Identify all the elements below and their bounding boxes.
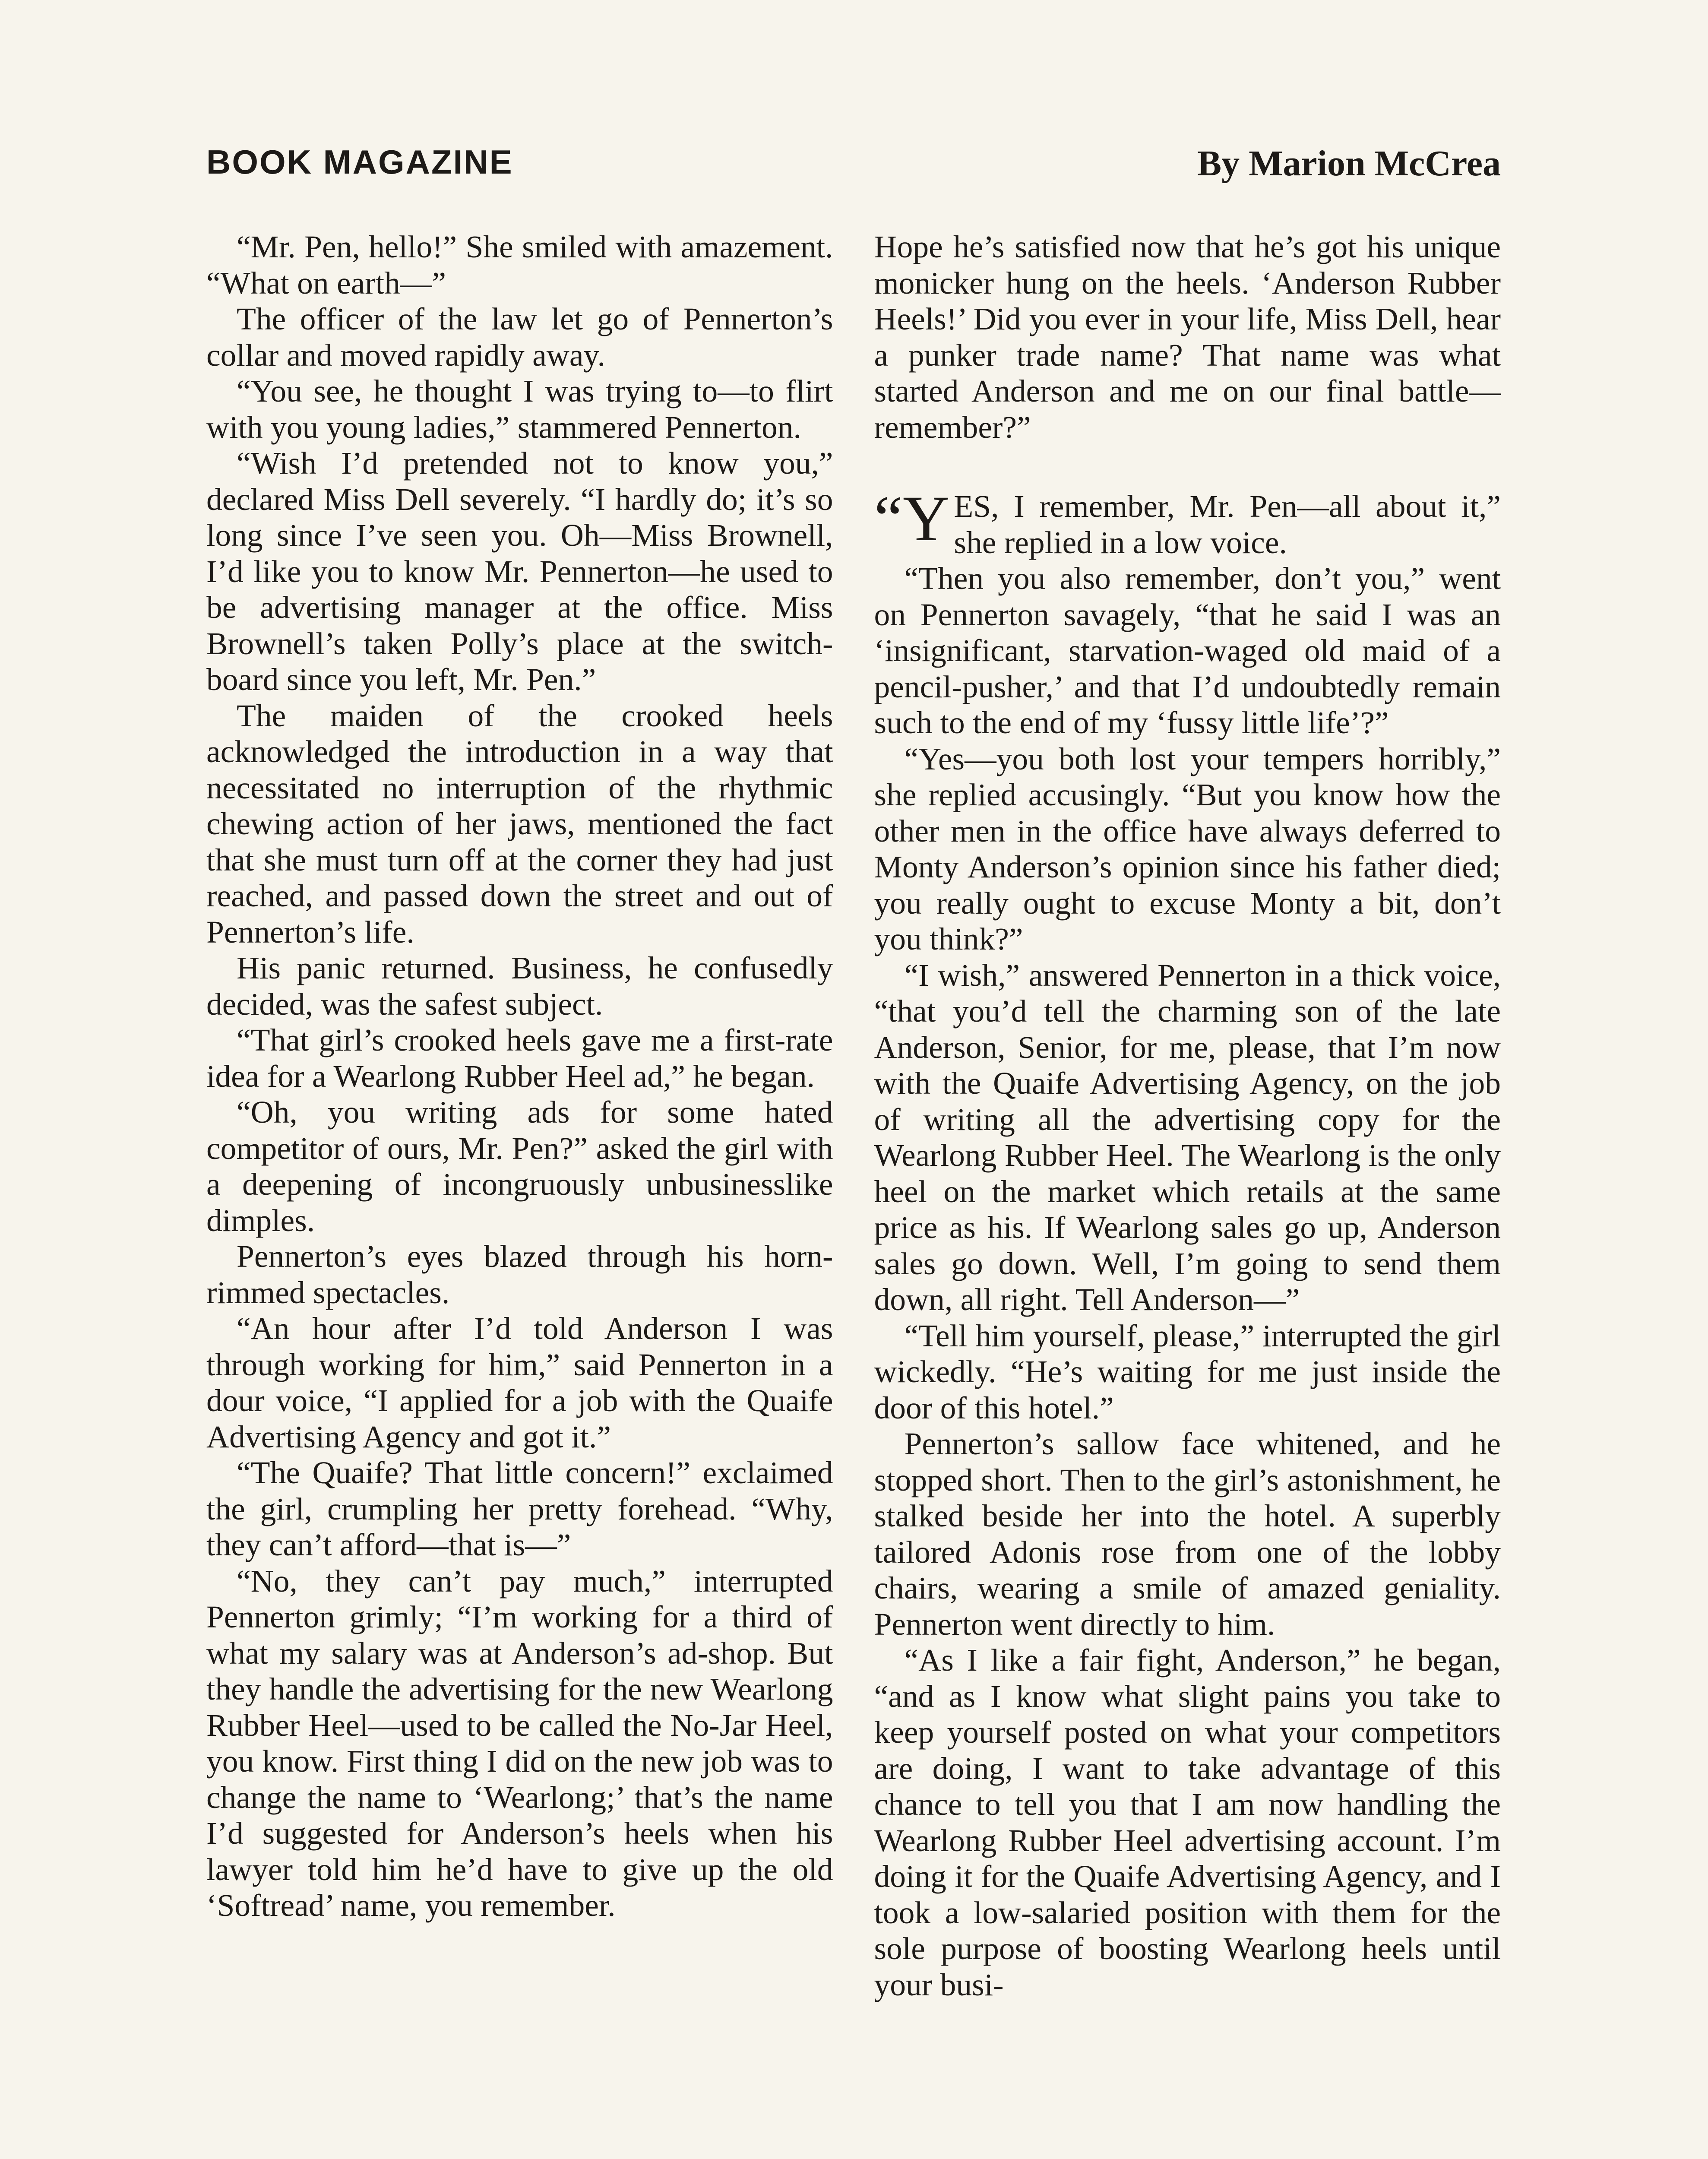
dropcap-paragraph <box>874 483 1501 560</box>
paragraph: The officer of the law let go of Pennerton’s collar and moved rapidly away. <box>206 301 833 373</box>
text-columns <box>206 229 1501 2159</box>
paragraph: “I wish,” answered Pennerton in a thick voice, “that you’d tell the charming son of the late Anderson, Senior, for me, please, that I’m now with the Quaife Advertising Agency, on the job of writing all the advertising copy for the Wearlong Rubber Heel. The Wearlong is the only heel on the market which retails at the same price as his. If Wearlong sales go up, Anderson sales go down. Well, I’m going to send them down, all right. Tell Anderson—” <box>874 957 1501 1317</box>
paragraph: “Then you also remember, don’t you,” went on Pennerton savagely, “that he said I was an ‘insignificant, starvation-waged old maid of a pencil-pusher,’ and that I’d undoubtedly remain such to the end of my ‘fussy little life’?” <box>874 561 1501 740</box>
paragraph: “You see, he thought I was trying to—to flirt with you young ladies,” stammered Pennerton. <box>206 374 833 445</box>
paragraph: Pennerton’s sallow face whitened, and he stopped short. Then to the girl’s astonishment, he stalked beside her into the hotel. A superbly tailored Adonis rose from one of the lobby chairs, wearing a smile of amazed geniality. Pennerton went directly to him. <box>874 1426 1501 1642</box>
paragraph: “That girl’s crooked heels gave me a first-rate idea for a Wearlong Rubber Heel ad,” he began. <box>206 1023 833 1094</box>
paragraph: “As I like a fair fight, Anderson,” he began, “and as I know what slight pains you take to keep yourself posted on what your competitors are doing, I want to take advantage of this chance to tell you that I am now handling the Wearlong Rubber Heel advertising account. I’m doing it for the Quaife Advertising Agency, and I took a low-salaried position with them for the sole purpose of boosting Wearlong heels until your busi- <box>874 1643 1501 2002</box>
paragraph: Pennerton’s eyes blazed through his horn-rimmed spectacles. <box>206 1239 833 1310</box>
dropcap-rest: ES, I remember, Mr. Pen—all about it,” she replied in a low voice. <box>954 489 1501 560</box>
paragraph: “Tell him yourself, please,” interrupted the girl wickedly. “He’s waiting for me just inside the door of this hotel.” <box>874 1318 1501 1425</box>
paragraph: “Mr. Pen, hello!” She smiled with amazement. “What on earth—” <box>206 229 833 301</box>
paragraph: “An hour after I’d told Anderson I was through working for him,” said Pennerton in a dour voice, “I applied for a job with the Quaife Advertising Agency and got it.” <box>206 1311 833 1454</box>
paragraph: “No, they can’t pay much,” interrupted Pennerton grimly; “I’m working for a third of what my salary was at Anderson’s ad-shop. But they handle the advertising for the new Wearlong Rubber Heel—used to be called the No-Jar Heel, you know. First thing I did on the new job was to change the name to ‘Wearlong;’ that’s the name I’d suggested for Anderson’s heels when his lawyer told him he’d have to give up the old ‘Softread’ name, you remember. <box>206 1563 833 1923</box>
continued-paragraph: Hope he’s satisfied now that he’s got his unique monicker hung on the heels. ‘Anderson Rubber Heels!’ Did you ever in your life, Miss Dell, hear a punker trade name? That name was what started Anderson and me on our final battle—remember?” <box>874 229 1501 445</box>
paragraph: “The Quaife? That little concern!” exclaimed the girl, crumpling her pretty forehead. “Why, they can’t afford—that is—” <box>206 1455 833 1562</box>
paragraph: His panic returned. Business, he confusedly decided, was the safest subject. <box>206 950 833 1022</box>
left-column <box>206 229 833 2159</box>
author-byline: By Marion McCrea <box>1197 143 1501 184</box>
running-header <box>206 142 1501 190</box>
paragraph: “Wish I’d pretended not to know you,” declared Miss Dell severely. “I hardly do; it’s so long since I’ve seen you. Oh—Miss Brownell, I’d like you to know Mr. Pennerton—he used to be advertising manager at the office. Miss Brownell’s taken Polly’s place at the switch-board since you left, Mr. Pen.” <box>206 446 833 697</box>
paragraph: “Oh, you writing ads for some hated competitor of ours, Mr. Pen?” asked the girl with a deepening of incongruously unbusinesslike dimples. <box>206 1095 833 1238</box>
section-break <box>874 445 1501 488</box>
magazine-title: BOOK MAGAZINE <box>206 143 513 181</box>
paragraph: “Yes—you both lost your tempers horribly,” she replied accusingly. “But you know how the other men in the office have always deferred to Monty Anderson’s opinion since his father died; you really ought to excuse Monty a bit, don’t you think?” <box>874 741 1501 956</box>
right-column <box>874 229 1501 2159</box>
paragraph: The maiden of the crooked heels acknowledged the introduction in a way that necessitated no interruption of the rhythmic chewing action of her jaws, mentioned the fact that she must turn off at the corner they had just reached, and passed down the street and out of Pennerton’s life. <box>206 698 833 950</box>
dropcap-letter: “Y <box>874 483 950 554</box>
